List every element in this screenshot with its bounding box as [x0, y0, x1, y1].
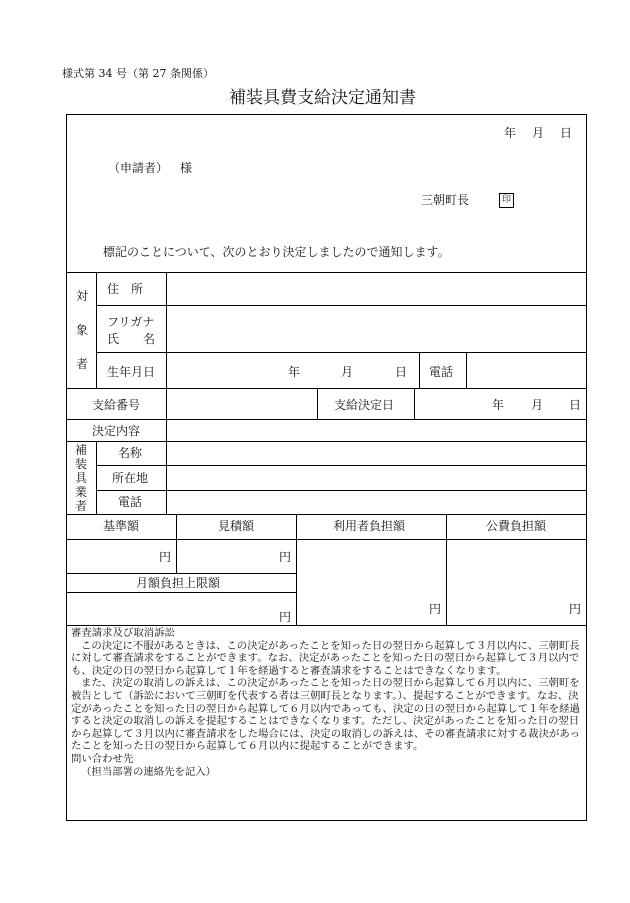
public-burden-label: 公費負担額	[486, 519, 547, 533]
vendor-name-label: 名称	[118, 446, 143, 460]
subject-phone-label: 電話	[429, 365, 454, 379]
frame-top	[66, 114, 587, 115]
public-burden-yen: 円	[569, 602, 582, 616]
row-line	[66, 539, 587, 540]
subject-header-3: 者	[76, 357, 89, 371]
user-burden-yen: 円	[429, 602, 442, 616]
row-line	[66, 625, 587, 626]
col-line	[96, 272, 97, 389]
row-line	[66, 419, 587, 420]
col-line	[176, 514, 177, 574]
notes-section	[71, 627, 586, 778]
notice-day-label: 日	[560, 126, 573, 140]
decision-day-label: 日	[569, 398, 582, 412]
notes-heading: 審査請求及び取消訴訟	[71, 627, 175, 639]
row-line	[66, 514, 587, 515]
decision-month-label: 月	[531, 398, 544, 412]
birth-day-label: 日	[395, 365, 408, 379]
monthly-limit-yen: 円	[279, 610, 292, 624]
frame-right	[586, 114, 587, 821]
subject-header-2: 象	[76, 323, 89, 337]
subject-header-1: 対	[76, 289, 89, 303]
birth-month-label: 月	[341, 365, 354, 379]
notes-paragraph-1: この決定に不服があるときは、この決定があったことを知った日の翌日から起算して３月以内に、三朝町長に対して審査請求をすることができます。なお、決定があったことを知った日の翌日から起算して３月以内でも、決定の日の翌日から起算して１年を経過すると審査請求をすることはできなくなります。	[71, 639, 580, 677]
form-number: 様式第 34 号（第 27 条関係）	[62, 67, 214, 80]
address-label: 住 所	[107, 282, 144, 296]
vendor-header-2: 装	[75, 457, 88, 471]
row-line	[96, 490, 587, 491]
furigana-label: フリガナ	[107, 315, 155, 329]
row-line	[66, 272, 587, 273]
decision-content-label: 決定内容	[92, 424, 141, 438]
seal-mark: 印	[499, 193, 514, 208]
col-line	[317, 388, 318, 420]
notice-month-label: 月	[532, 126, 545, 140]
col-line	[96, 441, 97, 515]
row-line	[96, 352, 587, 353]
intro-text: 標記のことについて、次のとおり決定しましたので通知します。	[103, 245, 450, 259]
decision-year-label: 年	[492, 398, 505, 412]
col-line	[166, 441, 167, 515]
col-line	[446, 514, 447, 626]
contact-heading: 問い合わせ先	[71, 752, 134, 765]
col-line	[296, 514, 297, 626]
monthly-limit-label: 月額負担上限額	[136, 576, 221, 590]
frame-bottom	[66, 820, 587, 821]
applicant-honorific: 様	[180, 161, 193, 175]
birth-label: 生年月日	[107, 365, 156, 379]
row-line	[66, 388, 587, 389]
standard-yen: 円	[159, 550, 172, 564]
frame-left	[66, 114, 67, 821]
estimate-amount-label: 見積額	[218, 519, 255, 533]
notice-year-label: 年	[504, 126, 517, 140]
vendor-header-1: 補	[75, 443, 88, 457]
col-line	[466, 352, 467, 389]
contact-text: （担当部署の連絡先を記入）	[81, 765, 217, 778]
col-line	[166, 272, 167, 389]
applicant-label: （申請者）	[108, 161, 169, 175]
col-line	[166, 388, 167, 441]
vendor-location-label: 所在地	[112, 471, 149, 485]
vendor-phone-label: 電話	[118, 495, 143, 509]
row-line	[66, 573, 297, 574]
row-line	[66, 592, 297, 593]
vendor-header-4: 業	[75, 485, 88, 499]
user-burden-label: 利用者負担額	[333, 519, 406, 533]
page-title: 補装具費支給決定通知書	[229, 88, 416, 108]
notes-paragraph-2: また、決定の取消しの訴えは、この決定があったことを知った日の翌日から起算して６月以内に、三朝町を被告として（訴訟において三朝町を代表する者は三朝町長となります。）、提起することができます。なお、決定があったことを知った日の翌日から起算して６月以内であっても、決定の日の翌日から起算して１年を経過すると決定の取消しの訴えを提起することはできなくなります。ただし、決定があったことを知った日の翌日から起算して３月以内に審査請求をした場合には、決定の取消しの訴えは、その審査請求に対する裁決があったことを知った日の翌日から起算して６月以内に提起することができます。	[71, 677, 581, 753]
issuer-name: 三朝町長	[421, 193, 470, 207]
payment-number-label: 支給番号	[92, 398, 141, 412]
estimate-yen: 円	[279, 550, 292, 564]
row-line	[96, 465, 587, 466]
name-label: 氏 名	[107, 332, 156, 346]
row-line	[96, 305, 587, 306]
vendor-header-3: 具	[75, 471, 88, 485]
payment-decision-date-label: 支給決定日	[334, 398, 395, 412]
vendor-header-5: 者	[75, 499, 88, 513]
col-line	[414, 388, 415, 420]
standard-amount-label: 基準額	[103, 519, 140, 533]
col-line	[419, 352, 420, 389]
row-line	[66, 441, 587, 442]
birth-year-label: 年	[288, 365, 301, 379]
